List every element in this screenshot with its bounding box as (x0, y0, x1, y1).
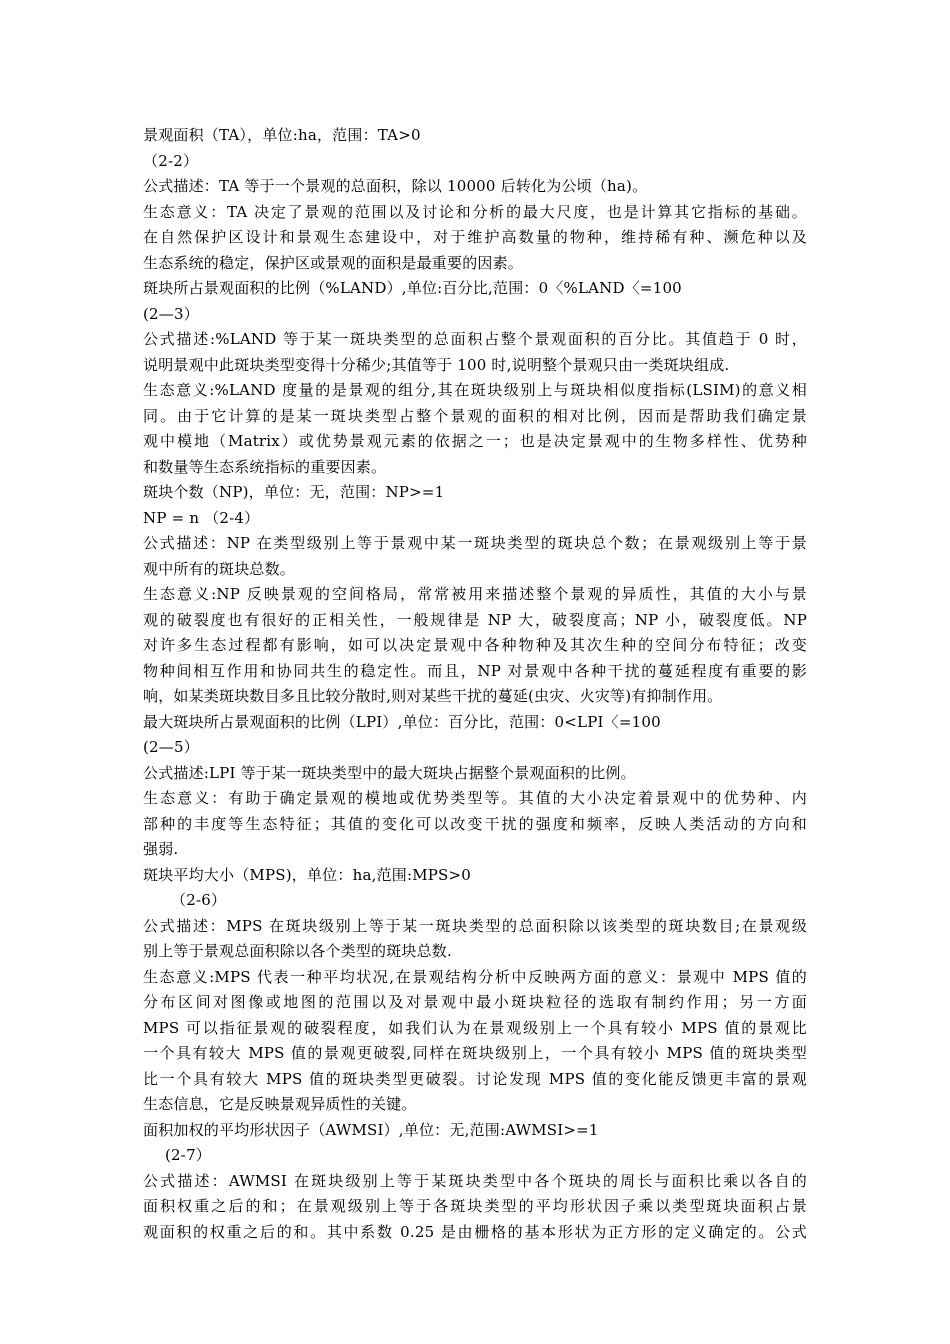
text-line: （2-6） (171, 891, 227, 909)
text-line: 斑块所占景观面积的比例（%LAND）,单位:百分比,范围：0〈%LAND〈=100 (143, 279, 682, 297)
text-line: 公式描述：NP 在类型级别上等于景观中某一斑块类型的斑块总个数；在景观级别上等于景 (143, 534, 807, 552)
text-line: （2-2） (143, 151, 199, 170)
text-line: 物种间相互作用和协同共生的稳定性。而且，NP 对景观中各种干扰的蔓延程度有重要的影 (143, 661, 807, 680)
text-line: 观面积的权重之后的和。其中系数 0.25 是由栅格的基本形状为正方形的定义确定的。公式 (143, 1222, 807, 1241)
document-body (143, 123, 807, 1245)
text-line: (2—5） (143, 738, 199, 756)
text-line: 说明景观中此斑块类型变得十分稀少;其值等于 100 时,说明整个景观只由一类斑块组成. (143, 355, 730, 374)
text-line: 面积权重之后的和；在景观级别上等于各斑块类型的平均形状因子乘以类型斑块面积占景 (143, 1197, 807, 1215)
text-line: 公式描述:LPI 等于某一斑块类型中的最大斑块占据整个景观面积的比例。 (143, 763, 636, 782)
text-line: 分布区间对图像或地图的范围以及对景观中最小斑块粒径的选取有制约作用；另一方面 (143, 993, 807, 1011)
text-line: 生态意义:%LAND 度量的是景观的组分,其在斑块级别上与斑块相似度指标(LSIM)的意义相 (143, 381, 807, 399)
text-line: 在自然保护区设计和景观生态建设中，对于维护高数量的物种，维持稀有种、濒危种以及 (143, 228, 807, 246)
text-line: 强弱. (143, 840, 179, 858)
text-line: (2-7） (165, 1146, 212, 1164)
text-line: 景观面积（TA），单位:ha，范围：TA>0 (143, 126, 421, 144)
text-line: 同。由于它计算的是某一斑块类型占整个景观的面积的相对比例，因而是帮助我们确定景 (143, 406, 807, 425)
text-line: 观中模地（Matrix）或优势景观元素的依据之一；也是决定景观中的生物多样性、优势种 (143, 432, 807, 450)
text-line: 最大斑块所占景观面积的比例（LPI）,单位：百分比，范围：0<LPI〈=100 (143, 712, 661, 731)
text-line: 公式描述：AWMSI 在斑块级别上等于某斑块类型中各个斑块的周长与面积比乘以各自的 (143, 1171, 807, 1190)
text-line: 公式描述:%LAND 等于某一斑块类型的总面积占整个景观面积的百分比。其值趋于 0 时， (143, 330, 807, 348)
text-line: 别上等于景观总面积除以各个类型的斑块总数. (143, 942, 452, 960)
text-line: NP = n （2-4） (143, 508, 260, 527)
text-line: 生态意义：有助于确定景观的模地或优势类型等。其值的大小决定着景观中的优势种、内 (143, 789, 807, 807)
text-line: 和数量等生态系统指标的重要因素。 (143, 457, 387, 476)
text-line: 部种的丰度等生态特征；其值的变化可以改变干扰的强度和频率，反映人类活动的方向和 (143, 814, 807, 833)
text-line: 观中所有的斑块总数。 (143, 559, 296, 578)
text-line: MPS 可以指征景观的破裂程度，如我们认为在景观级别上一个具有较小 MPS 值的景观比 (143, 1018, 807, 1037)
text-line: 公式描述：MPS 在斑块级别上等于某一斑块类型的总面积除以该类型的斑块数目;在景观级 (143, 916, 807, 935)
text-line: 生态信息，它是反映景观异质性的关键。 (143, 1095, 417, 1113)
text-line: 生态意义:NP 反映景观的空间格局，常常被用来描述整个景观的异质性，其值的大小与景 (143, 585, 807, 603)
text-line: 生态意义:MPS 代表一种平均状况,在景观结构分析中反映两方面的意义：景观中 MPS 值的 (143, 967, 807, 986)
text-line: 斑块个数（NP)，单位：无，范围：NP>=1 (143, 483, 445, 501)
text-line: 生态系统的稳定，保护区或景观的面积是最重要的因素。 (143, 253, 524, 272)
text-line: 观的破裂度也有很好的正相关性，一般规律是 NP 大，破裂度高；NP 小，破裂度低。NP (143, 610, 807, 629)
text-line: 对许多生态过程都有影响，如可以决定景观中各种物种及其次生种的空间分布特征；改变 (143, 636, 807, 654)
text-line: 生态意义：TA 决定了景观的范围以及讨论和分析的最大尺度，也是计算其它指标的基础。 (143, 202, 807, 221)
text-line: 公式描述：TA 等于一个景观的总面积，除以 10000 后转化为公顷（ha)。 (143, 177, 648, 195)
text-line: 比一个具有较大 MPS 值的斑块类型更破裂。讨论发现 MPS 值的变化能反馈更丰富的景观 (143, 1069, 807, 1088)
text-line: 响，如某类斑块数目多且比较分散时,则对某些干扰的蔓延(虫灾、火灾等)有抑制作用。 (143, 687, 723, 705)
text-line: (2—3） (143, 304, 199, 323)
text-line: 面积加权的平均形状因子（AWMSI）,单位：无,范围:AWMSI>=1 (143, 1120, 599, 1139)
text-line: 斑块平均大小（MPS)，单位：ha,范围:MPS>0 (143, 865, 472, 884)
text-line: 一个具有较大 MPS 值的景观更破裂,同样在斑块级别上，一个具有较小 MPS 值的斑块类型 (143, 1044, 807, 1062)
